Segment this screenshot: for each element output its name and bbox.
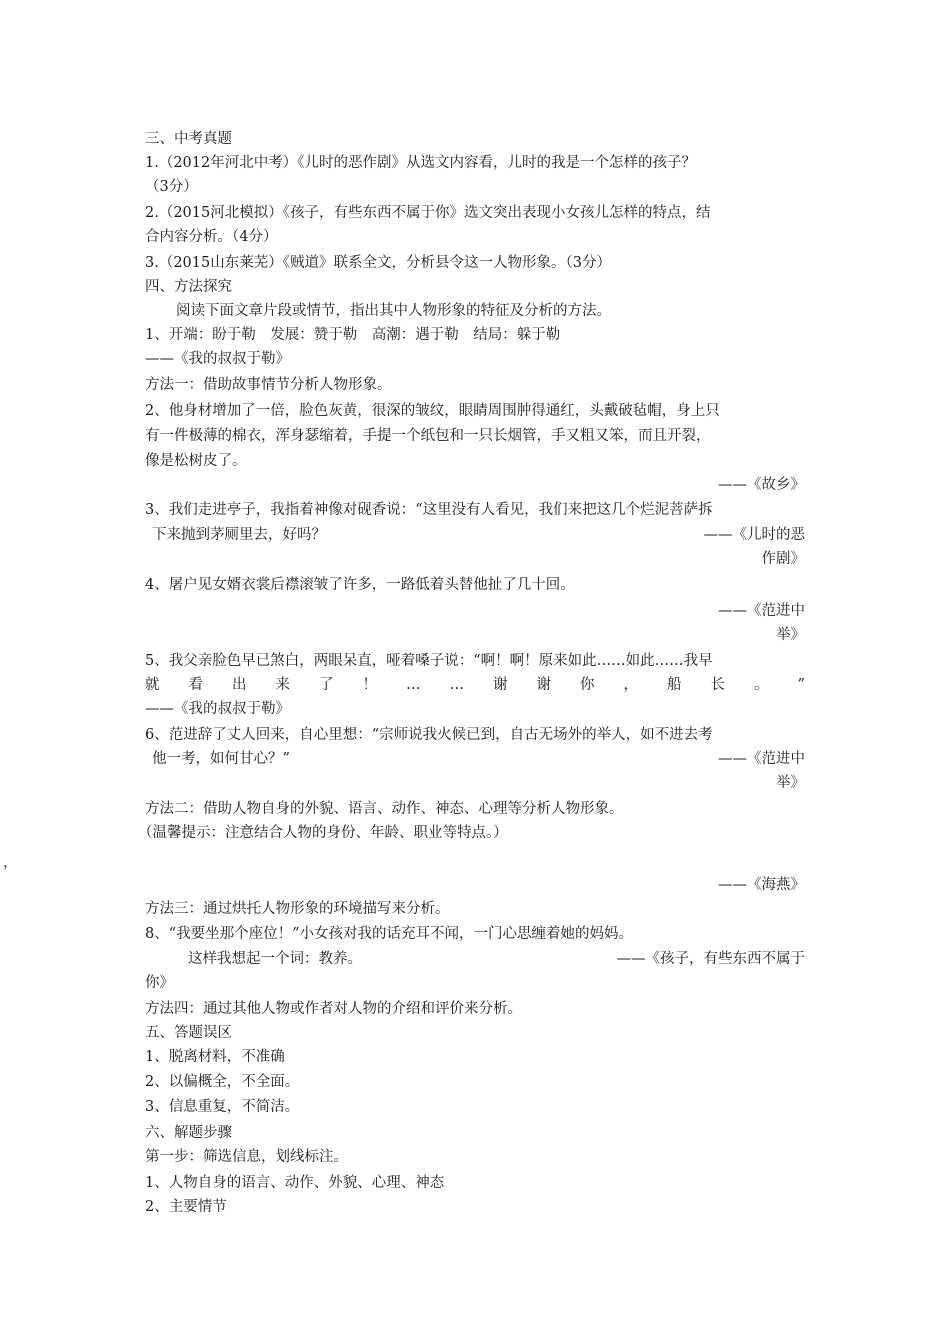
excerpt-text: 6、范进辞了丈人回来，自心里想：“宗师说我火候已到，自古无场外的举人，如不进去考 [145, 727, 713, 743]
question-text: 3.（2015山东莱芜）《贼道》联系全文，分析县令这一人物形象。（3分） [145, 255, 611, 271]
source-citation: 举》 [776, 775, 805, 791]
question-text: 合内容分析。（4分） [145, 229, 278, 245]
list-item: 1、人物自身的语言、动作、外貌、心理、神态 [145, 1175, 445, 1191]
char: 就 [145, 677, 160, 693]
list-item: 3、信息重复，不简洁。 [145, 1099, 300, 1115]
excerpt-text: 像是松树皮了。 [145, 453, 247, 469]
source-citation: ——《我的叔叔于勒》 [145, 351, 290, 367]
char: … [449, 677, 464, 693]
method-text: 方法三：通过烘托人物形象的环境描写来分析。 [145, 901, 450, 917]
char: 船 [667, 677, 682, 693]
char: 出 [232, 677, 247, 693]
tip-text: （温馨提示：注意结合人物的身份、年龄、职业等特点。） [138, 825, 508, 841]
list-item: 1、脱离材料，不准确 [145, 1049, 285, 1065]
char: 看 [188, 677, 203, 693]
char: 谢 [536, 677, 551, 693]
section-heading: 五、答题误区 [145, 1025, 232, 1041]
source-citation: ——《我的叔叔于勒》 [145, 701, 290, 717]
char: ， [623, 677, 638, 693]
stray-mark: ， [3, 855, 18, 871]
char: 来 [275, 677, 290, 693]
source-citation: ——《海燕》 [718, 877, 805, 893]
excerpt-text: 这样我想起一个词：教养。 [188, 951, 362, 967]
source-citation: ——《儿时的恶 [703, 527, 805, 543]
excerpt-text: 4、屠户见女婿衣裳后襟滚皱了许多，一路低着头替他扯了几十回。 [145, 577, 575, 593]
list-item: 2、主要情节 [145, 1199, 227, 1215]
step-text: 第一步：筛选信息，划线标注。 [145, 1149, 348, 1165]
question-text: 1.（2012年河北中考）《儿时的恶作剧》从选文内容看，儿时的我是一个怎样的孩子？ [145, 155, 696, 171]
source-citation: 举》 [776, 627, 805, 643]
excerpt-text: 5、我父亲脸色早已煞白，两眼呆直，哑着嗓子说：“啊！啊！原来如此……如此……我早 [145, 653, 713, 669]
excerpt-text: 3、我们走进亭子，我指着神像对砚香说：“这里没有人看见，我们来把这几个烂泥菩萨拆 [145, 502, 713, 518]
char: … [406, 677, 421, 693]
char: 谢 [493, 677, 508, 693]
list-item: 2、以偏概全，不全面。 [145, 1074, 300, 1090]
instruction-text: 阅读下面文章片段或情节，指出其中人物形象的特征及分析的方法。 [176, 303, 611, 319]
char: ” [797, 677, 805, 693]
method-text: 方法一：借助故事情节分析人物形象。 [145, 377, 392, 393]
excerpt-text: 他一考，如何甘心？” [152, 751, 290, 767]
source-citation: ——《故乡》 [718, 477, 805, 493]
source-citation: 作剧》 [761, 551, 805, 567]
excerpt-text: 2、他身材增加了一倍，脸色灰黄，很深的皱纹，眼睛周围肿得通红，头戴破毡帽，身上只 [145, 403, 720, 419]
question-score: （3分） [145, 179, 198, 195]
source-citation: ——《范进中 [718, 603, 805, 619]
char: 了 [319, 677, 334, 693]
section-heading: 六、解题步骤 [145, 1125, 232, 1141]
excerpt-text: 有一件极薄的棉衣，浑身瑟缩着，手提一个纸包和一只长烟管，手又粗又笨，而且开裂， [145, 428, 711, 444]
method-text: 方法四：通过其他人物或作者对人物的介绍和评价来分析。 [145, 1001, 522, 1017]
method-text: 方法二：借助人物自身的外貌、语言、动作、神态、心理等分析人物形象。 [145, 801, 624, 817]
char: 。 [754, 677, 769, 693]
excerpt-text: 8、“我要坐那个座位！”小女孩对我的话充耳不闻，一门心思缠着她的妈妈。 [145, 926, 634, 942]
excerpt-text: 下来抛到茅厕里去，好吗？ [152, 527, 326, 543]
source-citation: ——《孩子，有些东西不属于 [616, 951, 805, 967]
source-citation: ——《范进中 [718, 751, 805, 767]
justified-excerpt-line [145, 673, 805, 697]
char: ！ [362, 677, 377, 693]
source-citation: 你》 [145, 975, 174, 991]
question-text: 2.（2015河北模拟）《孩子，有些东西不属于你》选文突出表现小女孩儿怎样的特点，结 [145, 205, 711, 221]
char: 你 [580, 677, 595, 693]
section-heading: 三、中考真题 [145, 131, 232, 147]
char: 长 [710, 677, 725, 693]
excerpt-text: 1、开端：盼于勒 发展：赞于勒 高潮：遇于勒 结局：躲于勒 [145, 327, 561, 343]
section-heading: 四、方法探究 [145, 279, 232, 295]
